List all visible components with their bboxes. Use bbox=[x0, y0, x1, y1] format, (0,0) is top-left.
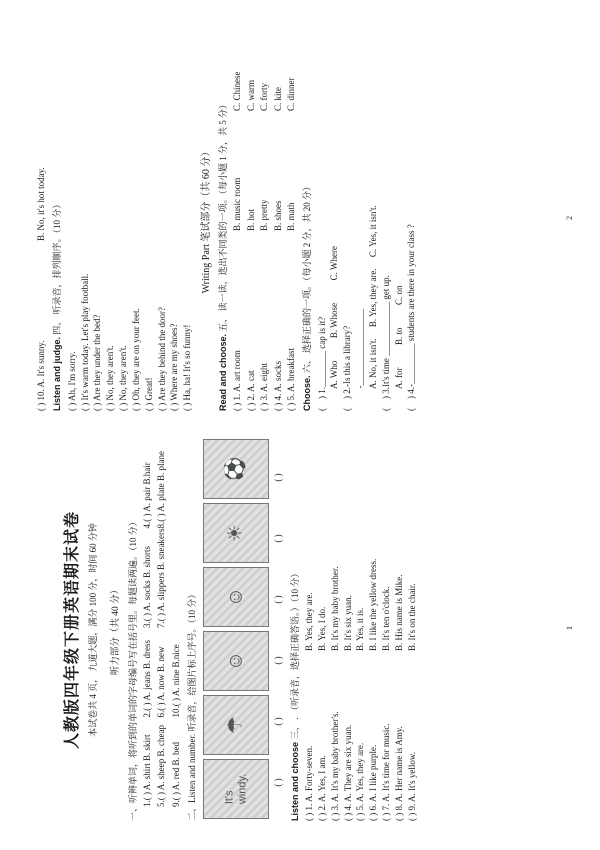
exam-page-1 bbox=[20, 425, 580, 835]
person-icon: ☺ bbox=[224, 586, 247, 608]
section-1-items bbox=[142, 439, 181, 807]
section-3-rest: 三、 . （听录音，选择正确答语。）（10 分） bbox=[289, 568, 300, 740]
section-4-items bbox=[67, 29, 193, 411]
section-2-heading: 二、Listen and number. 听录音，给图片标上序号。（10 分） bbox=[187, 589, 198, 821]
picture-6 bbox=[203, 439, 269, 499]
rotated-exam-spread bbox=[20, 15, 580, 835]
section-6-heading bbox=[302, 29, 312, 411]
section-2-answer-blanks bbox=[273, 447, 283, 813]
exam-info: 本试卷共 4 页， 九道大题，满分 100 分，时间 60 分钟 bbox=[88, 523, 99, 737]
s3-q2-a: ( ) 2. A. Yes, I am. bbox=[316, 755, 327, 821]
answer-blank[interactable]: ( ) bbox=[273, 534, 284, 543]
writing-part-heading: Writing Part 笔试部分（共 60 分） bbox=[200, 146, 212, 294]
answer-blank[interactable]: ( ) bbox=[273, 595, 284, 604]
s4-item: ( ) No, they aren't. bbox=[105, 345, 116, 411]
s4-item: ( ) It's warm today. Let's play football. bbox=[79, 273, 90, 411]
person-icon: ☺ bbox=[224, 650, 247, 672]
s5-q3-b: B. pretty bbox=[259, 199, 270, 231]
s5-q5-c: C. dinner bbox=[285, 77, 296, 111]
s4-item: ( ) No, they aren't. bbox=[118, 345, 129, 411]
s5-q5-a: ( ) 5. A. breakfast bbox=[285, 348, 296, 411]
section-2-pictures bbox=[203, 439, 269, 819]
exam-title: 人教版四年级下册英语期末试卷 bbox=[64, 511, 81, 750]
section-5-items bbox=[232, 29, 296, 411]
person-icon: ☀ bbox=[224, 524, 247, 542]
s1-item-7: 7.( ) A. slippers B. sneakers bbox=[156, 528, 167, 628]
s3-q9-b: B. It's on the chair. bbox=[406, 583, 417, 651]
s1-item-3: 3.( ) A. socks B. shorts bbox=[142, 545, 152, 628]
section-3-label: Listen and choose bbox=[289, 741, 300, 821]
s3-q6-a: ( ) 6. A. I like purple. bbox=[368, 744, 379, 821]
s3-q7-a: ( ) 7. A. It's time for music. bbox=[381, 723, 392, 821]
s3-q7-b: B. It's ten o'clock. bbox=[381, 586, 392, 651]
s5-q4-c: C. kite bbox=[272, 87, 283, 111]
s6-line: ( ) 1.________ cap is it? bbox=[316, 316, 327, 411]
s5-q5-b: B. math bbox=[285, 202, 296, 231]
picture-5 bbox=[203, 503, 269, 563]
s1-item-2: 2.( ) A. jeans B. dress bbox=[142, 640, 152, 718]
s5-q4-a: ( ) 4. A. socks bbox=[272, 361, 283, 411]
exam-page-2 bbox=[20, 15, 580, 425]
section-3-heading bbox=[290, 439, 300, 821]
answer-blank[interactable]: ( ) bbox=[273, 656, 284, 665]
s4-item: ( ) Ha, ha! It's so funny! bbox=[182, 324, 193, 411]
s6-line: ( ) 2.-Is this a library? bbox=[342, 325, 353, 411]
ball-icon: ⚽ bbox=[224, 456, 247, 482]
answer-blank[interactable]: ( ) bbox=[273, 473, 284, 482]
section-4-rest: 四、 听录音，排列顺序。（10 分） bbox=[52, 199, 63, 335]
s5-q1-c: C. Chinese bbox=[232, 71, 243, 111]
section-6-items bbox=[317, 29, 417, 411]
s6-line: A. Who B. Whose C. Where bbox=[329, 246, 340, 411]
s4-item: ( ) Where are my shoes? bbox=[169, 323, 180, 411]
section-3-q10 bbox=[36, 29, 46, 411]
s3-q6-b: B. I like the yellow dress. bbox=[368, 558, 379, 651]
s1-item-10: 10.( ) A. nine B.nice bbox=[170, 644, 181, 718]
s5-q4-b: B. shoes bbox=[272, 200, 283, 231]
picture-4 bbox=[203, 567, 269, 627]
s4-item: ( ) Great! bbox=[143, 377, 154, 411]
s1-item-4: 4.( ) A. pair B.hair bbox=[142, 462, 152, 529]
s3-q5-a: ( ) 5. A. Yes, they are. bbox=[355, 742, 366, 821]
answer-blank[interactable]: ( ) bbox=[273, 717, 284, 726]
s1-item-8: 8.( ) A. plate B. plane bbox=[156, 451, 167, 529]
picture-1 bbox=[203, 759, 269, 819]
s6-line: A. for B. to C. on bbox=[393, 285, 404, 411]
page-number: 2 bbox=[564, 216, 574, 220]
section-5-heading bbox=[218, 29, 228, 411]
section-6-label: Choose. bbox=[302, 375, 313, 411]
section-4-heading bbox=[52, 29, 62, 411]
s1-item-1: 1.( ) A. shirt B. skirt bbox=[142, 734, 152, 807]
picture-caption: It's windy. bbox=[223, 773, 249, 805]
s1-item-9: 9.( ) A. red B. bed bbox=[170, 742, 181, 807]
section-6-rest: 六、 选择正确的一项。（每小题 2 分，共 20 分） bbox=[302, 181, 313, 374]
s6-line: ( ) 3.It's time ____________ get up. bbox=[380, 275, 391, 411]
s5-q2-a: ( ) 2. A. cat bbox=[245, 370, 256, 411]
section-1-heading: 一、听辨单词，将听到的单词的字母编号写在括号里。每题读两遍。（10 分） bbox=[127, 517, 138, 821]
s5-q3-a: ( ) 3. A. eight bbox=[259, 363, 270, 411]
section-4-label: Listen and judge. bbox=[52, 336, 63, 411]
picture-2 bbox=[203, 695, 269, 755]
picture-3 bbox=[203, 631, 269, 691]
s3-q10-b: B. No, it's hot today. bbox=[36, 167, 46, 241]
s6-line: ( ) 4.-_________ students are there in your class ? bbox=[406, 224, 417, 411]
s3-q1-b: B. Yes, they are. bbox=[304, 592, 315, 651]
s3-q8-b: B. His name is Mike. bbox=[393, 574, 404, 651]
s3-q5-b: B. Yes, it is. bbox=[355, 607, 366, 651]
listening-part-heading: 听力部分（共 40 分） bbox=[110, 584, 121, 676]
s3-q4-a: ( ) 4. A. They are six yuan. bbox=[342, 724, 353, 821]
s6-line: -_________________ bbox=[355, 309, 366, 411]
s3-q3-a: ( ) 3. A. It's my baby brother's. bbox=[329, 711, 340, 821]
s4-item: ( ) Ah, I'm sorry. bbox=[66, 351, 77, 411]
s3-q10-a: ( ) 10. A. It's sunny. bbox=[36, 340, 46, 411]
s1-item-6: 6.( ) A. now B. new bbox=[156, 646, 167, 718]
s5-q3-c: C. forty bbox=[259, 83, 270, 111]
s5-q1-a: ( ) 1. A. art room bbox=[232, 350, 243, 411]
s3-q8-a: ( ) 8. A. Her name is Amy. bbox=[393, 726, 404, 821]
s5-q1-b: B. music room bbox=[232, 177, 243, 231]
s5-q2-c: C. warm bbox=[245, 80, 256, 111]
s5-q2-b: B. hot bbox=[245, 208, 256, 231]
section-5-label: Read and choose. bbox=[218, 333, 229, 411]
page-number: 1 bbox=[564, 626, 574, 630]
answer-blank[interactable]: ( ) bbox=[273, 778, 284, 787]
person-icon: ☂ bbox=[224, 716, 247, 734]
section-5-rest: 五、 读一读，选出不同类的一项。（每小题 1 分，共 5 分） bbox=[218, 99, 229, 332]
s6-line: A. No, it isn't. B. Yes, they are. C. Yes, it isn't. bbox=[367, 205, 378, 411]
s3-q4-b: B. It's six yuan. bbox=[342, 595, 353, 651]
s4-item: ( ) Are they behind the door? bbox=[156, 307, 167, 411]
s4-item: ( ) Oh, they are on your feet. bbox=[130, 308, 141, 411]
section-3-items bbox=[304, 439, 417, 821]
s3-q1-a: ( ) 1. A. Forty-seven. bbox=[304, 745, 315, 821]
s4-item: ( ) Are they under the bed? bbox=[92, 314, 103, 411]
s3-q3-b: B. It's my baby brother. bbox=[329, 566, 340, 651]
s3-q9-a: ( ) 9. A. It's yellow. bbox=[406, 751, 417, 821]
s3-q2-b: B. Yes, I do. bbox=[316, 606, 327, 651]
s1-item-5: 5.( ) A. sheep B. cheap bbox=[156, 725, 167, 807]
